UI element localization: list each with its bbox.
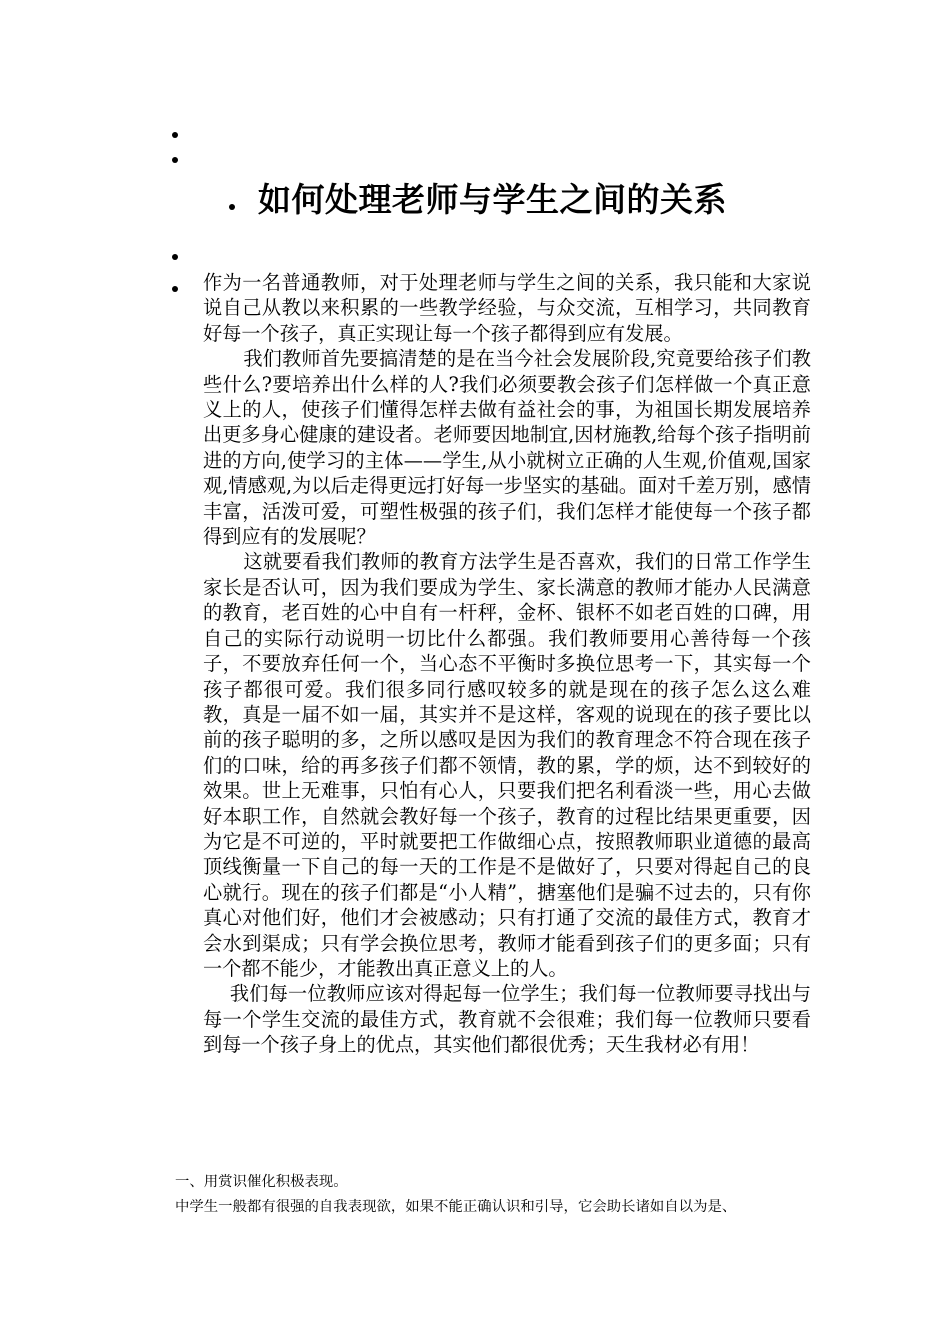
- section-heading: 一、用赏识催化积极表现。: [175, 1174, 348, 1190]
- paragraph-intro: 作为一名普通教师，对于处理老师与学生之间的关系，我只能和大家说说自己从教以来积累的一些教学经验，与众交流，互相学习，共同教育好每一个孩子，真正实现让每一个孩子都得到应有发展。: [203, 271, 811, 345]
- paragraph-3: 这就要看我们教师的教育方法学生是否喜欢，我们的日常工作学生家长是否认可，因为我们要成为学生、家长满意的教师才能办人民满意的教育，老百姓的心中自有一杆秤，金杯、银杯不如老百姓的口碑，用自己的实际行动说明一切比什么都强。我们教师要用心善待每一个孩子，不要放弃任何一个，当心态不平衡时多换位思考一下，其实每一个孩子都很可爱。我们很多同行感叹较多的就是现在的孩子怎么这么难教，真是一届不如一届，其实并不是这样，客观的说现在的孩子要比以前的孩子聪明的多，之所以感叹是因为我们的教育理念不符合现在孩子们的口味，给的再多孩子们都不领情，教的累，学的烦，达不到较好的效果。世上无难事，只怕有心人，只要我们把名利看淡一些，用心去做好本职工作，自然就会教好每一个孩子，教育的过程比结果更重要，因为它是不可逆的，平时就要把工作做细心点，按照教师职业道德的最高顶线衡量一下自己的每一天的工作是不是做好了，只要对得起自己的良心就行。现在的孩子们都是“小人精”，搪塞他们是骗不过去的，只有你真心对他们好，他们才会被感动；只有打通了交流的最佳方式，教育才会水到渠成；只有学会换位思考，教师才能看到孩子们的更多面；只有一个都不能少，才能教出真正意义上的人。: [203, 550, 811, 980]
- document-title: 如何处理老师与学生之间的关系: [258, 180, 727, 219]
- list-bullet: [172, 157, 178, 163]
- paragraph-4: 我们每一位教师应该对得起每一位学生；我们每一位教师要寻找出与每一个学生交流的最佳方式，教育就不会很难；我们每一位教师只要看到每一个孩子身上的优点，其实他们都很优秀；天生我材必有用！: [203, 982, 811, 1057]
- section-text: 中学生一般都有很强的自我表现欲，如果不能正确认识和引导，它会助长诸如自以为是、: [175, 1199, 737, 1215]
- body-text: [203, 270, 811, 1058]
- title-bullet: [229, 204, 235, 210]
- list-bullet: [172, 132, 178, 138]
- paragraph-2: 我们教师首先要搞清楚的是在当今社会发展阶段,究竟要给孩子们教些什么?要培养出什么样的人?我们必须要教会孩子们怎样做一个真正意义上的人，使孩子们懂得怎样去做有益社会的事，为祖国长期发展培养出更多身心健康的建设者。老师要因地制宜,因材施教,给每个孩子指明前进的方向,使学习的主体——学生,从小就树立正确的人生观,价值观,国家观,情感观,为以后走得更远打好每一步坚实的基础。面对千差万别，感情丰富，活泼可爱，可塑性极强的孩子们，我们怎样才能使每一个孩子都得到应有的发展呢？: [203, 347, 811, 549]
- list-bullet: [172, 254, 178, 260]
- list-bullet: [172, 286, 178, 292]
